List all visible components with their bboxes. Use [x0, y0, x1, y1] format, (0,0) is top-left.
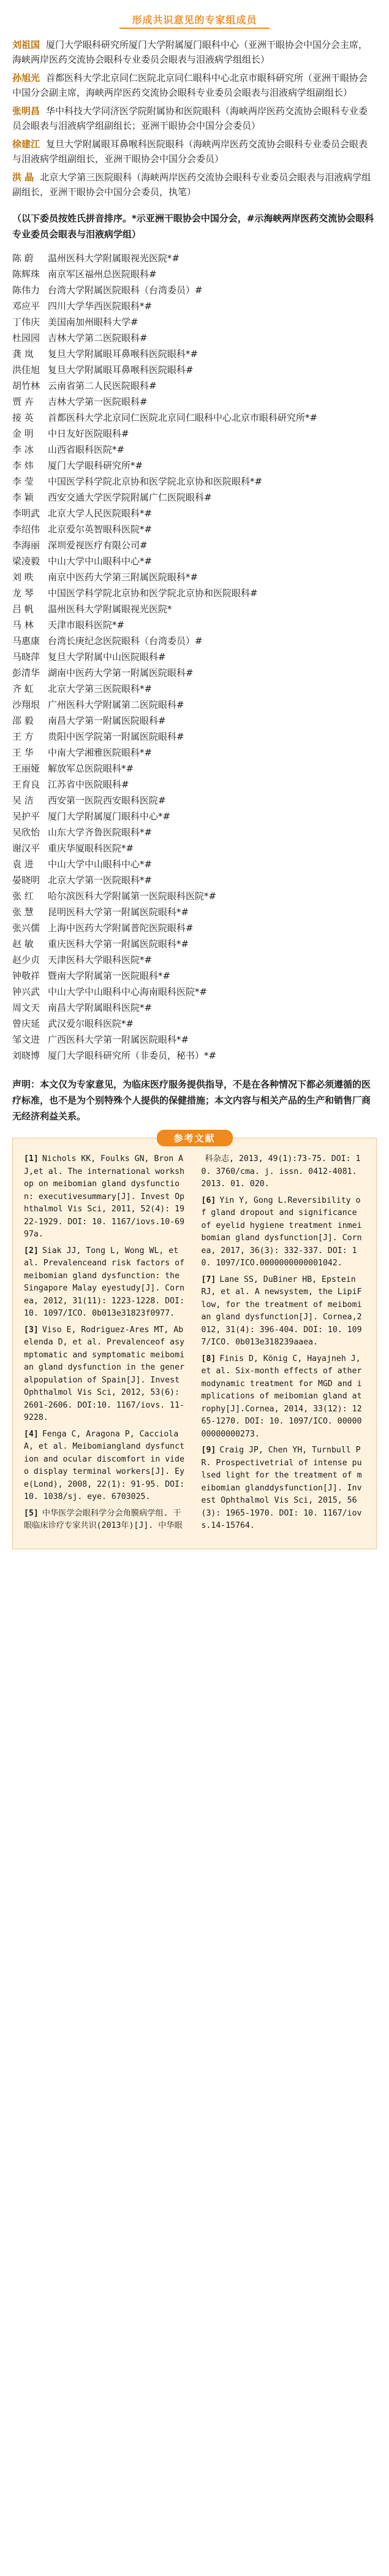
reference-number: [1]: [24, 1154, 39, 1163]
reference-item: [24, 1245, 188, 1321]
reference-text: Nichols KK, Foulks GN, Bron AJ,et al. The international workshop on meibomian gland dysfunction: executivesummary[J]. Invest Ophthalmol Vis Sci, 2011, 52(4): 1922-1929. DOI: 10. 1167/iovs.10-6997a.: [24, 1154, 185, 1239]
reference-number: [8]: [201, 1354, 216, 1363]
member-affiliation: 中山大学中山眼科中心海南眼科医院*#: [48, 986, 208, 997]
member-list: [12, 251, 377, 1063]
member-affiliation: 中国医学科学院北京协和医学院北京协和医院眼科*#: [48, 476, 263, 487]
reference-item: [202, 1444, 366, 1533]
reference-text: Lane SS, DuBiner HB, Epstein RJ, et al. A newsystem, the LipiFlow, for the treatment of meibomian gland dysfunction[J]. Cornea,2012, 31(4): 396-404. DOI: 10. 1097/ICO. 0b013e318239aaea.: [201, 1275, 362, 1347]
member-affiliation: 厦门大学眼科研究所*#: [48, 460, 143, 471]
member-affiliation: 武汉爱尔眼科医院*#: [48, 1018, 134, 1029]
member-affiliation: 中南大学湘雅医院眼科*#: [48, 747, 153, 758]
member-item: [12, 857, 377, 872]
member-affiliation: 解放军总医院眼科*#: [48, 763, 134, 774]
member-item: [12, 953, 377, 967]
member-item: [12, 634, 377, 648]
member-affiliation: 厦门大学眼科研究所（非委员，秘书）*#: [48, 1050, 217, 1061]
member-name: 龙 琴: [12, 588, 34, 599]
member-affiliation: 中国医学科学院北京协和医学院北京协和医院眼科#: [48, 588, 258, 599]
member-name: 彭清华: [12, 667, 40, 678]
reference-number: [9]: [201, 1446, 216, 1455]
member-item: [12, 410, 377, 425]
expert-item: [12, 104, 377, 133]
member-name: 王 方: [12, 731, 34, 742]
member-affiliation: 西安第一医院西安眼科医院#: [48, 795, 166, 806]
expert-item: [12, 137, 377, 166]
member-name: 陈 蔚: [12, 253, 34, 264]
member-item: [12, 394, 377, 409]
reference-text: 中华医学会眼科学分会角膜病学组. 干眼临床诊疗专家共识(2013年)[J]. 中华眼: [24, 1508, 183, 1530]
member-affiliation: 复旦大学附属眼耳鼻喉科医院眼科#: [48, 364, 194, 375]
member-name: 袁 进: [12, 859, 34, 870]
member-item: [12, 586, 377, 600]
member-affiliation: 首都医科大学北京同仁医院北京同仁眼科中心北京市眼科研究所*#: [48, 412, 318, 423]
member-name: 王丽娅: [12, 763, 40, 774]
member-item: [12, 809, 377, 824]
member-affiliation: 广西医科大学第一附属医院眼科*#: [48, 1034, 189, 1045]
expert-item: [12, 71, 377, 100]
member-item: [12, 841, 377, 856]
member-name: 张兴儒: [12, 922, 40, 933]
reference-item: [202, 1153, 366, 1191]
member-name: 金 明: [12, 428, 34, 439]
disclaimer: 声明：本文仅为专家意见，为临床医疗服务提供指导，不是在各种情况下都必须遵循的医疗标准，也不是为个别特殊个人提供的保健措施；本文内容与相关产品的生产和销售厂商无经济利益关系。: [12, 1079, 371, 1122]
member-affiliation: 复旦大学附属眼耳鼻喉科医院眼科*#: [48, 348, 198, 359]
member-item: [12, 713, 377, 728]
member-affiliation: 山西省眼科医院*#: [48, 444, 125, 455]
member-affiliation: 南京中医药大学第三附属医院眼科*#: [48, 572, 198, 583]
member-item: [12, 1016, 377, 1031]
member-name: 接 英: [12, 412, 34, 423]
reference-text: Siak JJ, Tong L, Wong WL, et al. Prevalenceand risk factors of meibomian gland dysfunction: the Singapore Malay eyestudy[J]. Cornea, 2012, 31(11): 1223-1228. DOI: 10. 1097/ICO. 0b013e31823f0977.: [24, 1246, 185, 1318]
expert-name: 洪 晶: [12, 172, 34, 183]
member-affiliation: 北京大学第三医院眼科*#: [48, 683, 153, 694]
expert-affiliation: 首都医科大学北京同仁医院北京同仁眼科中心北京市眼科研究所（亚洲干眼协会中国分会副主席，海峡两岸医药交流协会眼科专业委员会眼表与泪液病学组副组长）: [12, 72, 368, 98]
member-item: [12, 490, 377, 505]
reference-number: [7]: [201, 1275, 216, 1284]
member-name: 邵 毅: [12, 715, 34, 726]
reference-text: Craig JP, Chen YH, Turnbull PR. Prospectivetrial of intense pulsed light for the treatment of meibomian glanddysfunction[J]. Invest Ophthalmol Vis Sci, 2015, 56(3): 1965-1970. DOI: 10. 1167/iovs.14-15764.: [201, 1446, 362, 1530]
member-affiliation: 中山大学中山眼科中心*#: [48, 859, 153, 870]
reference-item: [202, 1274, 366, 1349]
member-item: [12, 426, 377, 441]
member-name: 齐 虹: [12, 683, 34, 694]
section-title-text: 形成共识意见的专家组成员: [119, 11, 269, 29]
member-item: [12, 522, 377, 537]
expert-name: 孙旭光: [12, 72, 40, 83]
member-affiliation: 美国南加州眼科大学#: [48, 316, 138, 328]
reference-number: [3]: [24, 1325, 39, 1335]
member-name: 胡竹林: [12, 380, 40, 391]
member-affiliation: 吉林大学第二医院眼科#: [48, 332, 148, 343]
member-item: [12, 506, 377, 521]
member-item: [12, 921, 377, 935]
member-name: 张 慧: [12, 907, 34, 918]
member-affiliation: 北京爱尔英智眼科医院*#: [48, 524, 153, 535]
member-item: [12, 968, 377, 983]
member-item: [12, 474, 377, 489]
references-title: 参考文献: [156, 1130, 232, 1146]
member-item: [12, 442, 377, 457]
member-item: [12, 602, 377, 616]
references-right-column: [202, 1153, 366, 1536]
member-affiliation: 四川大学华西医院眼科*#: [48, 301, 153, 312]
member-name: 沙翔垠: [12, 699, 40, 710]
member-item: [12, 1048, 377, 1063]
expert-name: 张明昌: [12, 105, 40, 117]
member-affiliation: 北京大学人民医院眼科*#: [48, 508, 153, 519]
reference-text: Fenga C, Aragona P, Cacciola A, et al. Meibomiangland dysfunction and ocular discomfort in video display terminal workers[J]. Eye(Lond), 2008, 22(1): 91-95. DOI: 10. 1038/sj. eye. 6703025.: [24, 1429, 185, 1501]
member-item: [12, 538, 377, 553]
member-affiliation: 南昌大学第一附属医院眼科#: [48, 715, 166, 726]
member-affiliation: 重庆华厦眼科医院*#: [48, 843, 134, 854]
member-name: 曾庆延: [12, 1018, 40, 1029]
reference-text: Viso E, Rodriguez-Ares MT, Abelenda D, et al. Prevalenceof asymptomatic and symptomatic meibomian gland dysfunction in the generalpopulation of Spain[J]. Invest Ophthalmol Vis Sci, 2012, 53(6): 2601-2606. DOI:10. 1167/iovs. 11-9228.: [24, 1325, 185, 1422]
member-affiliation: 暨南大学附属第一医院眼科*#: [48, 970, 171, 981]
member-affiliation: 湖南中医药大学第一附属医院眼科#: [48, 667, 194, 678]
expert-affiliation: 华中科技大学同济医学院附属协和医院眼科（海峡两岸医药交流协会眼科专业委员会眼表与泪液病学组副组长；亚洲干眼协会中国分会委员）: [12, 105, 368, 131]
member-item: [12, 697, 377, 712]
member-affiliation: 昆明医科大学第一附属医院眼科*#: [48, 907, 189, 918]
member-item: [12, 378, 377, 393]
member-affiliation: 哈尔滨医科大学附属第一医院眼科医院*#: [48, 891, 217, 902]
reference-number: [6]: [201, 1195, 216, 1205]
member-name: 赵少贞: [12, 954, 40, 965]
member-item: [12, 873, 377, 887]
reference-item: [24, 1508, 188, 1533]
reference-text: Yin Y, Gong L.Reversibility of gland dropout and significance of eyelid hygiene treatment inmeibomian gland dysfunction[J]. Cornea, 2017, 36(3): 332-337. DOI: 10. 1097/ICO.0000000000001042.: [201, 1195, 362, 1268]
member-affiliation: 山东大学齐鲁医院眼科*#: [48, 827, 153, 838]
member-item: [12, 570, 377, 585]
member-affiliation: 北京大学第一医院眼科*#: [48, 875, 153, 886]
reference-text: Finis D, König C, Hayajneh J, et al. Six-month effects of athermodynamic treatment for MGD and implications of meibomian gland atrophy[J].Cornea, 2014, 33(12): 1265-1270. DOI: 10. 1097/ICO. 0000000000000273.: [201, 1354, 362, 1439]
member-item: [12, 618, 377, 632]
member-name: 钟兴武: [12, 986, 40, 997]
member-name: 丁伟庆: [12, 316, 40, 328]
member-item: [12, 761, 377, 776]
references-grid: [24, 1153, 365, 1536]
expert-name: 徐建江: [12, 139, 40, 150]
member-affiliation: 西安交通大学医学院附属广仁医院眼科#: [48, 492, 212, 503]
member-name: 李 颖: [12, 492, 34, 503]
member-affiliation: 南京军区福州总医院眼科#: [48, 269, 157, 280]
member-item: [12, 267, 377, 282]
member-affiliation: 吉林大学第一医院眼科#: [48, 396, 148, 407]
member-name: 马 林: [12, 619, 34, 631]
reference-item: [202, 1195, 366, 1270]
member-affiliation: 中日友好医院眼科#: [48, 428, 129, 439]
member-name: 杜园园: [12, 332, 40, 343]
member-name: 李海丽: [12, 540, 40, 551]
member-affiliation: 云南省第二人民医院眼科#: [48, 380, 157, 391]
member-item: [12, 1000, 377, 1015]
reference-number: [5]: [24, 1508, 39, 1518]
member-item: [12, 554, 377, 569]
member-name: 陈伟力: [12, 285, 40, 296]
references-left-column: [24, 1153, 188, 1536]
expert-affiliation: 北京大学第三医院眼科（海峡两岸医药交流协会眼科专业委员会眼表与泪液病学组副组长，亚洲干眼协会中国分会委员，执笔）: [12, 172, 371, 197]
member-name: 张 红: [12, 891, 34, 902]
member-name: 邹文进: [12, 1034, 40, 1045]
member-name: 王 华: [12, 747, 34, 758]
expert-affiliation: 厦门大学眼科研究所厦门大学附属厦门眼科中心（亚洲干眼协会中国分会主席，海峡两岸医药交流协会眼科专业委员会眼表与泪液病学组组长）: [12, 39, 368, 65]
member-item: [12, 984, 377, 999]
member-item: [12, 283, 377, 297]
member-item: [12, 1032, 377, 1047]
member-item: [12, 458, 377, 473]
member-item: [12, 777, 377, 792]
member-name: 邓应平: [12, 301, 40, 312]
member-item: [12, 315, 377, 329]
member-item: [12, 937, 377, 951]
member-affiliation: 深圳爱视医疗有限公司#: [48, 540, 148, 551]
member-affiliation: 复旦大学附属中山医院眼科#: [48, 651, 166, 662]
member-name: 谢汉平: [12, 843, 40, 854]
reference-number: [4]: [24, 1429, 39, 1439]
references-box: [12, 1133, 377, 1549]
reference-text: 科杂志, 2013, 49(1):73-75. DOI: 10. 3760/cma. j. issn. 0412-4081. 2013. 01. 020.: [201, 1154, 361, 1189]
member-name: 晏晓明: [12, 875, 40, 886]
member-item: [12, 251, 377, 266]
member-name: 李 莹: [12, 476, 34, 487]
member-name: 陈辉珠: [12, 269, 40, 280]
member-affiliation: 重庆医科大学第一附属医院眼科*#: [48, 938, 189, 949]
reference-item: [24, 1428, 188, 1504]
member-ordering-note: （以下委员按姓氏拼音排序。*示亚洲干眼协会中国分会，#示海峡两岸医药交流协会眼科专业委员会眼表与泪液病学组）: [12, 213, 374, 240]
member-affiliation: 中山大学中山眼科中心*#: [48, 556, 153, 567]
member-item: [12, 681, 377, 696]
member-affiliation: 台湾大学附属医院眼科（台湾委员）#: [48, 285, 203, 296]
member-name: 吴 洁: [12, 795, 34, 806]
member-name: 李绍伟: [12, 524, 40, 535]
reference-item: [24, 1153, 188, 1241]
member-item: [12, 905, 377, 919]
member-affiliation: 厦门大学附属厦门眼科中心*#: [48, 811, 171, 822]
member-affiliation: 贵阳中医学院第一附属医院眼科#: [48, 731, 184, 742]
expert-list: [12, 37, 377, 199]
member-name: 李 炜: [12, 460, 34, 471]
member-item: [12, 347, 377, 361]
member-name: 洪佳旭: [12, 364, 40, 375]
member-item: [12, 729, 377, 744]
member-affiliation: 江苏省中医院眼科#: [48, 779, 129, 790]
member-item: [12, 650, 377, 664]
section-title: [12, 11, 377, 29]
member-affiliation: 广州医科大学附属第二医院眼科#: [48, 699, 184, 710]
member-name: 龚 岚: [12, 348, 34, 359]
member-item: [12, 362, 377, 377]
member-item: [12, 665, 377, 680]
member-item: [12, 331, 377, 345]
member-name: 吴欣怡: [12, 827, 40, 838]
document-page: [12, 0, 377, 1549]
member-affiliation: 南昌大学附属眼科医院*#: [48, 1002, 153, 1013]
member-name: 刘 昳: [12, 572, 34, 583]
member-name: 李 冰: [12, 444, 34, 455]
member-item: [12, 825, 377, 840]
member-name: 钟敬祥: [12, 970, 40, 981]
member-name: 李明武: [12, 508, 40, 519]
member-item: [12, 745, 377, 760]
member-name: 刘晓博: [12, 1050, 40, 1061]
expert-item: [12, 170, 377, 199]
member-name: 王育良: [12, 779, 40, 790]
member-name: 吕 帆: [12, 604, 34, 615]
member-affiliation: 天津市眼科医院*#: [48, 619, 125, 631]
member-name: 吴护平: [12, 811, 40, 822]
reference-item: [202, 1353, 366, 1441]
member-affiliation: 温州医科大学附属眼视光医院*#: [48, 253, 180, 264]
member-affiliation: 台湾长庚纪念医院眼科（台湾委员）#: [48, 635, 203, 646]
reference-number: [2]: [24, 1246, 39, 1255]
member-name: 梁凌毅: [12, 556, 40, 567]
member-item: [12, 889, 377, 903]
expert-item: [12, 37, 377, 67]
reference-item: [24, 1324, 188, 1425]
member-name: 马晓萍: [12, 651, 40, 662]
member-affiliation: 上海中医药大学附属普陀医院眼科#: [48, 922, 194, 933]
member-affiliation: 天津医科大学眼科医院*#: [48, 954, 153, 965]
member-item: [12, 793, 377, 808]
expert-name: 刘祖国: [12, 39, 40, 50]
member-name: 周文天: [12, 1002, 40, 1013]
member-name: 赵 敏: [12, 938, 34, 949]
member-name: 贾 卉: [12, 396, 34, 407]
expert-affiliation: 复旦大学附属眼耳鼻喉科医院眼科（海峡两岸医药交流协会眼科专业委员会眼表与泪液病学组副组长，亚洲干眼协会中国分会委员）: [12, 139, 368, 164]
member-item: [12, 299, 377, 313]
member-affiliation: 温州医科大学附属眼视光医院*: [48, 604, 172, 615]
member-name: 马惠康: [12, 635, 40, 646]
